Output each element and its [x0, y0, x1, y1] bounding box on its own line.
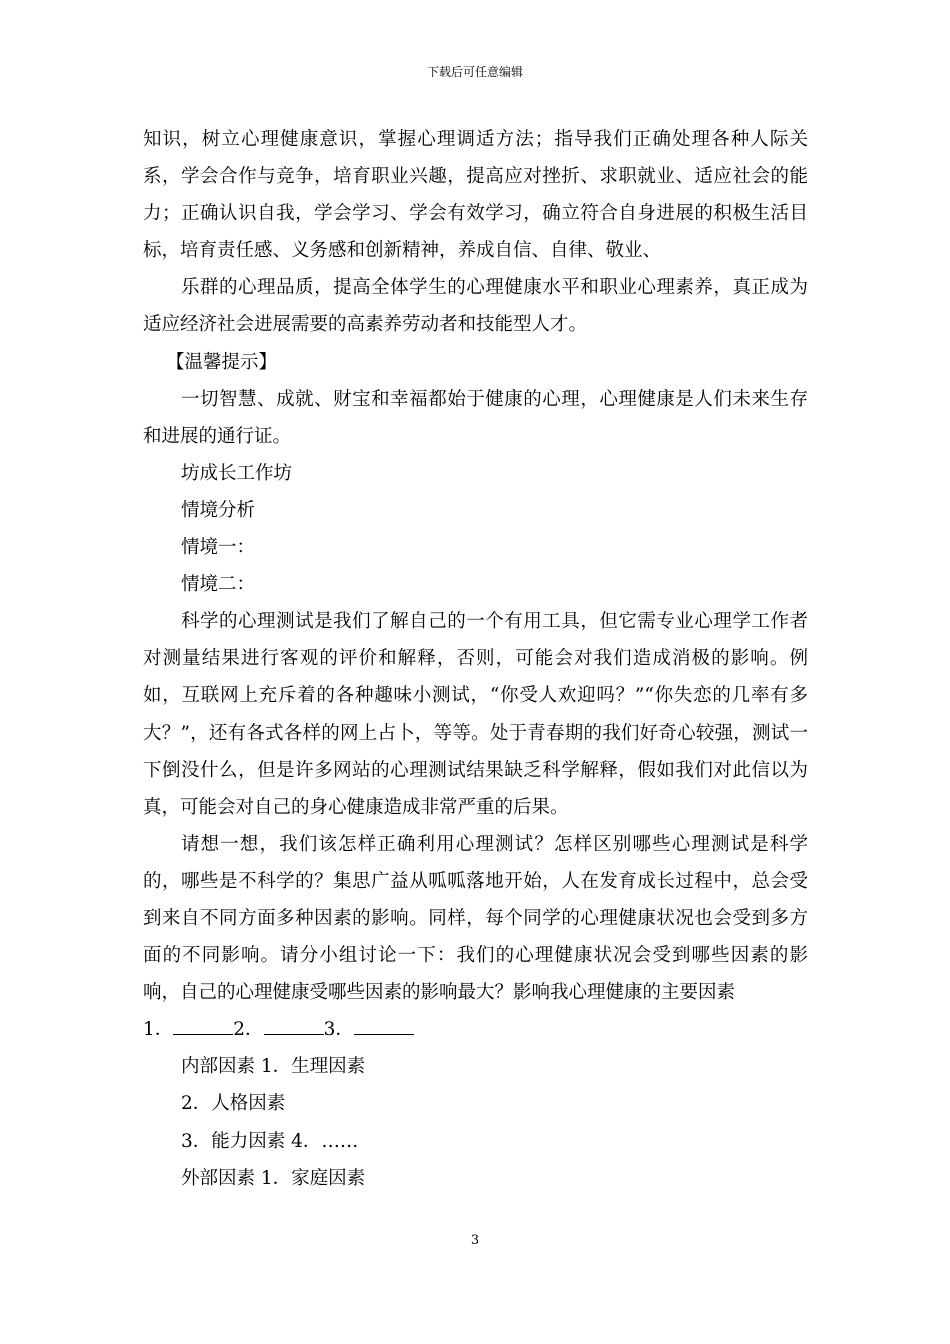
document-body	[143, 121, 808, 1197]
blank-label-3: 3．	[323, 1019, 354, 1041]
scenario-two-label: 情境二：	[181, 574, 256, 596]
blank-label-2: 2．	[233, 1019, 264, 1041]
tip-text: 一切智慧、成就、财宝和幸福都始于健康的心理，心理健康是人们未来生存和进展的通行证。	[143, 388, 808, 447]
list-item-external-family: 外部因素 1．家庭因素	[181, 1167, 366, 1189]
paragraph-discussion: 请想一想，我们该怎样正确利用心理测试？怎样区别哪些心理测试是科学的，哪些是不科学的？集思广益从呱呱落地开始，人在发育成长过程中，总会受到来自不同方面多种因素的影响。同样，每个同学的心理健康状况也会受到多方面的不同影响。请分小组讨论一下：我们的心理健康状况会受到哪些因素的影响，自己的心理健康受哪些因素的影响最大？影响我心理健康的主要因素	[143, 833, 808, 1004]
paragraph-qualities: 乐群的心理品质，提高全体学生的心理健康水平和职业心理素养，真正成为适应经济社会进展需要的高素养劳动者和技能型人才。	[143, 277, 808, 336]
list-item-internal-physiological: 内部因素 1．生理因素	[181, 1056, 366, 1078]
tip-heading: 【温馨提示】	[166, 351, 278, 373]
factor-blanks-line	[143, 1011, 808, 1048]
list-item-ability: 3．能力因素 4．……	[181, 1130, 359, 1152]
list-item-personality: 2．人格因素	[181, 1093, 286, 1115]
paragraph-goals: 知识，树立心理健康意识，掌握心理调适方法；指导我们正确处理各种人际关系，学会合作与竞争，培育职业兴趣，提高应对挫折、求职就业、适应社会的能力；正确认识自我，学会学习、学会有效学习，确立符合自身进展的积极生活目标，培育责任感、义务感和创新精神，养成自信、自律、敬业、	[143, 129, 808, 262]
page-number: 3	[470, 1233, 480, 1248]
scenario-analysis-heading: 情境分析	[181, 499, 256, 521]
scenario-one-label: 情境一：	[181, 537, 256, 559]
paragraph-psych-test: 科学的心理测试是我们了解自己的一个有用工具，但它需专业心理学工作者对测量结果进行客观的评价和解释，否则，可能会对我们造成消极的影响。例如，互联网上充斥着的各种趣味小测试，“你受人欢迎吗？”“你失恋的几率有多大？”，还有各式各样的网上占卜，等等。处于青春期的我们好奇心较强，测试一下倒没什么，但是许多网站的心理测试结果缺乏科学解释，假如我们对此信以为真，可能会对自己的身心健康造成非常严重的后果。	[143, 611, 808, 818]
fill-in-blank-3	[354, 1018, 414, 1036]
page-header: 下载后可任意编辑	[426, 65, 523, 79]
fill-in-blank-1	[173, 1018, 233, 1036]
blank-label-1: 1．	[143, 1019, 174, 1041]
fill-in-blank-2	[264, 1018, 324, 1036]
workshop-heading: 坊成长工作坊	[181, 462, 293, 484]
